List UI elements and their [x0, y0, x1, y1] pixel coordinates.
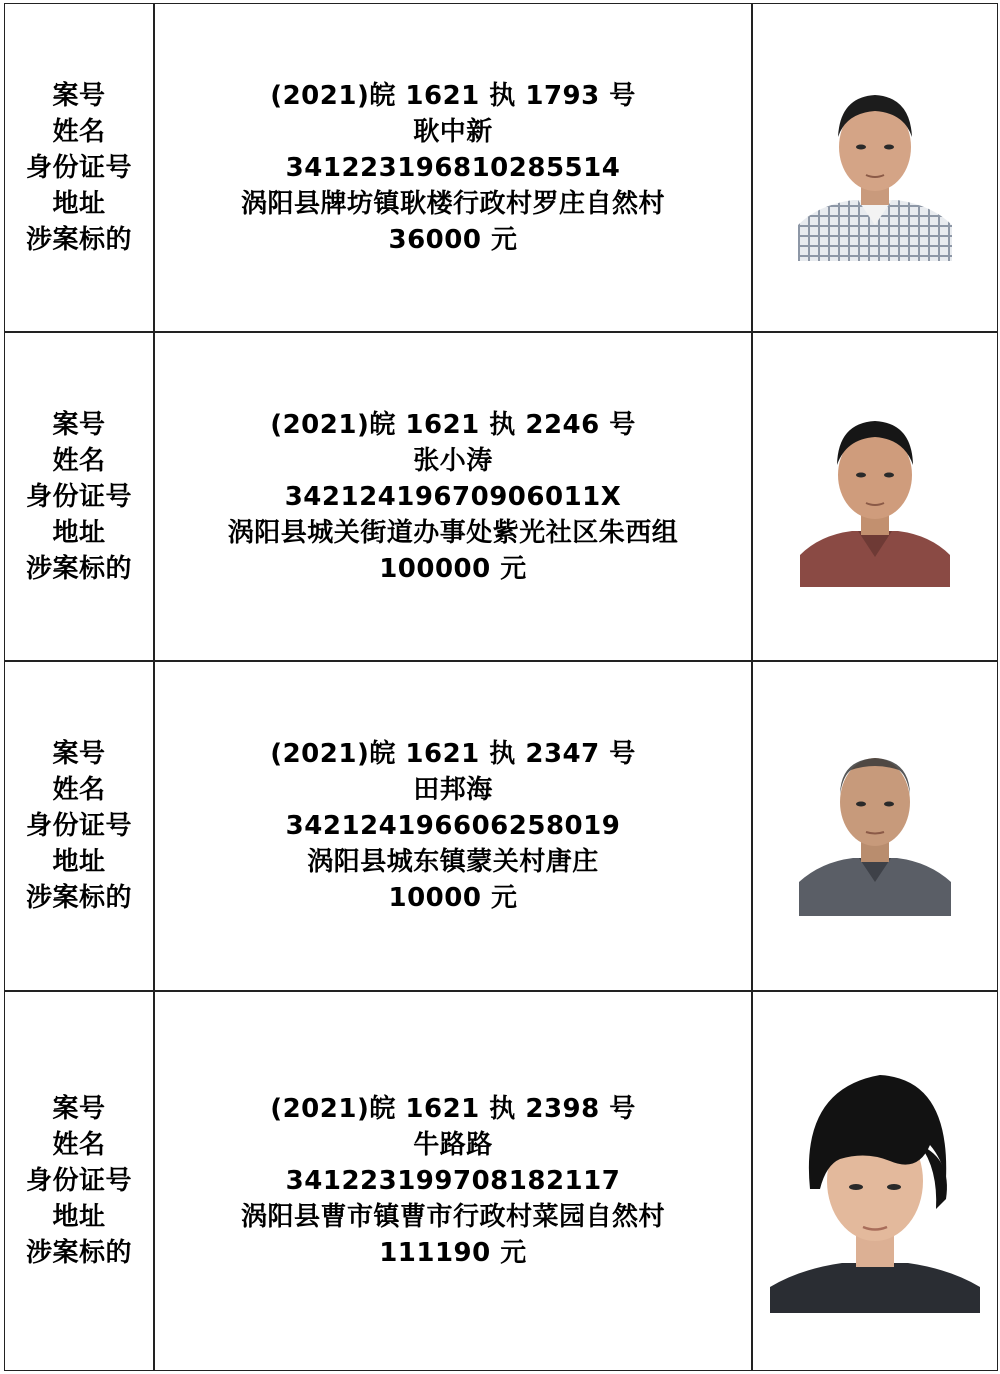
- person-name: 田邦海: [413, 775, 493, 805]
- label-name: 姓名: [52, 445, 106, 476]
- label-cell: [4, 991, 154, 1371]
- label-address: 地址: [52, 188, 106, 219]
- photo-cell: [752, 3, 998, 332]
- label-amount: 涉案标的: [25, 553, 132, 584]
- info-cell: [154, 3, 752, 332]
- id-number: 342124196606258019: [285, 811, 621, 841]
- label-amount: 涉案标的: [25, 224, 132, 255]
- info-cell: [154, 991, 752, 1371]
- label-name: 姓名: [52, 1130, 106, 1160]
- portrait-photo: [798, 75, 952, 261]
- table-row: [4, 661, 998, 991]
- photo-cell: [752, 332, 998, 661]
- id-number: 341223196810285514: [285, 152, 621, 183]
- label-address: 地址: [52, 847, 106, 877]
- info-cell: [154, 332, 752, 661]
- label-id-no: 身份证号: [25, 481, 132, 512]
- portrait-photo: [770, 1049, 980, 1313]
- id-number: 34212419670906011X: [284, 481, 622, 512]
- address: 涡阳县牌坊镇耿楼行政村罗庄自然村: [240, 188, 665, 219]
- label-case-no: 案号: [52, 739, 106, 769]
- person-name: 张小涛: [413, 445, 493, 476]
- case-number: (2021)皖 1621 执 2398 号: [270, 1094, 636, 1124]
- case-number: (2021)皖 1621 执 1793 号: [270, 80, 636, 111]
- label-id-no: 身份证号: [25, 152, 132, 183]
- info-cell: [154, 661, 752, 991]
- label-cell: [4, 3, 154, 332]
- label-case-no: 案号: [52, 409, 106, 440]
- label-name: 姓名: [52, 775, 106, 805]
- case-number: (2021)皖 1621 执 2347 号: [270, 739, 636, 769]
- label-cell: [4, 332, 154, 661]
- label-id-no: 身份证号: [25, 1166, 132, 1196]
- label-name: 姓名: [52, 116, 106, 147]
- portrait-photo: [799, 736, 951, 916]
- case-number: (2021)皖 1621 执 2246 号: [270, 409, 636, 440]
- amount: 36000 元: [388, 224, 518, 255]
- person-name: 耿中新: [413, 116, 493, 147]
- label-case-no: 案号: [52, 1094, 106, 1124]
- label-amount: 涉案标的: [25, 1238, 132, 1268]
- photo-cell: [752, 661, 998, 991]
- person-name: 牛路路: [413, 1130, 493, 1160]
- label-id-no: 身份证号: [25, 811, 132, 841]
- amount: 10000 元: [388, 883, 518, 913]
- photo-cell: [752, 991, 998, 1371]
- label-cell: [4, 661, 154, 991]
- table-row: [4, 991, 998, 1371]
- address: 涡阳县曹市镇曹市行政村菜园自然村: [240, 1202, 665, 1232]
- table-row: [4, 3, 998, 332]
- records-table: [4, 3, 998, 1371]
- table-row: [4, 332, 998, 661]
- portrait-photo: [800, 407, 950, 587]
- label-amount: 涉案标的: [25, 883, 132, 913]
- label-case-no: 案号: [52, 80, 106, 111]
- address: 涡阳县城关街道办事处紫光社区朱西组: [227, 517, 679, 548]
- id-number: 341223199708182117: [285, 1166, 621, 1196]
- label-address: 地址: [52, 1202, 106, 1232]
- amount: 111190 元: [379, 1238, 527, 1268]
- label-address: 地址: [52, 517, 106, 548]
- amount: 100000 元: [379, 553, 527, 584]
- address: 涡阳县城东镇蒙关村唐庄: [307, 847, 599, 877]
